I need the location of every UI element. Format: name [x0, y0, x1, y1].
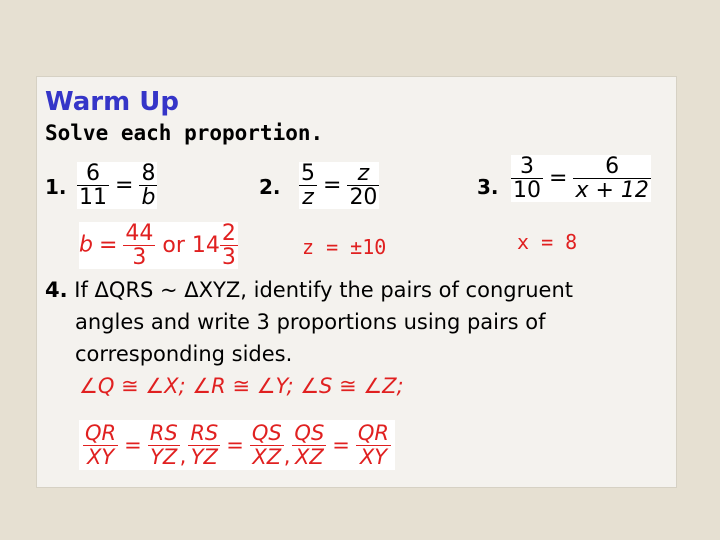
congruent-angles-answer: ∠Q ≅ ∠X; ∠R ≅ ∠Y; ∠S ≅ ∠Z; — [79, 374, 404, 398]
problem-1-answer — [79, 222, 238, 269]
problem-4-number: 4. — [45, 278, 68, 302]
problem-2-equation — [299, 162, 379, 209]
fraction — [77, 162, 109, 209]
denominator: z — [299, 185, 317, 209]
numerator: QR — [357, 421, 390, 446]
proportions-answer — [79, 420, 395, 470]
numerator: QS — [294, 421, 325, 446]
numerator: 3 — [520, 154, 534, 179]
problem-3-answer: x = 8 — [517, 230, 578, 254]
denominator: XY — [356, 445, 391, 468]
fraction — [299, 162, 317, 209]
denominator: 3 — [123, 245, 155, 269]
fraction — [356, 422, 391, 467]
separator: , — [283, 444, 291, 468]
instructions: Solve each proportion. — [45, 121, 324, 145]
equals-sign: = — [115, 173, 134, 199]
fraction — [188, 422, 220, 467]
equals-sign: = — [226, 433, 244, 457]
denominator: b — [139, 185, 157, 209]
numerator: 44 — [125, 221, 154, 246]
fraction — [220, 222, 238, 269]
denominator: XZ — [250, 445, 284, 468]
separator: , — [179, 444, 187, 468]
numerator: 8 — [141, 161, 156, 186]
numerator: 6 — [605, 154, 620, 179]
denominator: 3 — [221, 245, 236, 271]
fraction — [139, 162, 157, 209]
equals-sign: = — [323, 173, 342, 199]
problem-3-equation — [511, 155, 651, 202]
numerator: QR — [85, 421, 117, 446]
denominator: YZ — [188, 445, 220, 468]
fraction — [292, 422, 326, 467]
problem-1-equation — [77, 162, 157, 209]
equals-sign: = — [98, 233, 118, 259]
problem-3-number: 3. — [477, 175, 499, 199]
problem-4-line-3: corresponding sides. — [75, 342, 293, 366]
slide-panel — [36, 76, 677, 488]
page-title: Warm Up — [45, 87, 179, 117]
denominator: x + 12 — [575, 178, 649, 204]
numerator: 2 — [221, 221, 236, 246]
equals-sign: = — [124, 433, 142, 457]
answer-alt: or 14 — [162, 233, 220, 259]
denominator: XY — [83, 445, 118, 468]
answer-variable: b — [79, 232, 93, 258]
fraction — [250, 422, 284, 467]
denominator: 10 — [513, 178, 541, 204]
denominator: YZ — [148, 445, 180, 468]
denominator: 11 — [79, 185, 107, 211]
numerator: QS — [251, 421, 282, 446]
numerator: z — [357, 161, 370, 186]
numerator: RS — [149, 421, 178, 446]
problem-4-line-2: angles and write 3 proportions using pairs of — [75, 310, 546, 334]
equals-sign: = — [549, 166, 568, 192]
denominator: 20 — [349, 185, 378, 211]
denominator: XZ — [292, 445, 326, 468]
numerator: 5 — [301, 161, 315, 186]
equals-sign: = — [332, 433, 350, 457]
fraction — [573, 155, 650, 202]
fraction — [123, 222, 155, 269]
problem-1-number: 1. — [45, 175, 67, 199]
fraction — [511, 155, 543, 202]
problem-4 — [45, 274, 665, 370]
problem-2-number: 2. — [259, 175, 281, 199]
fraction — [148, 422, 180, 467]
numerator: RS — [190, 421, 219, 446]
problem-4-line-1: If ΔQRS ~ ΔXYZ, identify the pairs of congruent — [74, 278, 573, 302]
problem-2-answer: z = ±10 — [302, 235, 387, 259]
fraction — [347, 162, 379, 209]
fraction — [83, 422, 118, 467]
numerator: 6 — [86, 161, 100, 186]
